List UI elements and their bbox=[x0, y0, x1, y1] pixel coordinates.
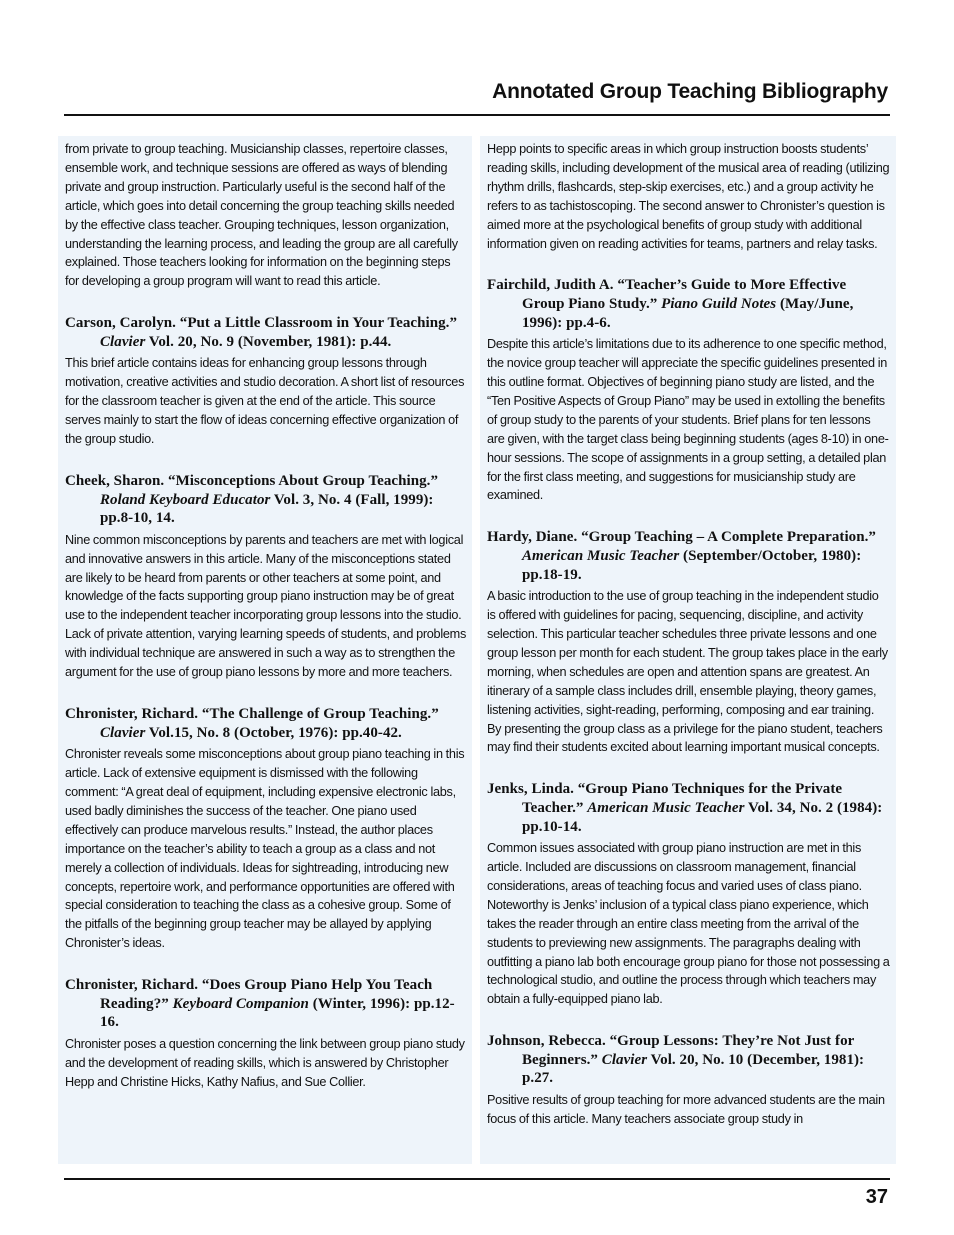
publication-details: Vol. 20, No. 9 (November, 1981): p.44. bbox=[148, 333, 392, 350]
publication-details: Vol.15, No. 8 (October, 1976): pp.40-42. bbox=[148, 724, 402, 741]
author: Johnson, Rebecca. bbox=[487, 1033, 606, 1050]
journal-name: Piano Guild Notes bbox=[661, 296, 777, 313]
bibliography-entry bbox=[65, 705, 466, 953]
author: Chronister, Richard. bbox=[65, 977, 199, 994]
publication-details: (May/June, 1996): pp.4-6. bbox=[522, 296, 854, 331]
page-footer bbox=[64, 1178, 890, 1208]
publication-details: Vol. 3, No. 4 (Fall, 1999): pp.8-10, 14. bbox=[100, 491, 434, 527]
journal-name: Clavier bbox=[601, 1051, 648, 1068]
bibliography-entry bbox=[487, 1032, 890, 1129]
citation bbox=[487, 276, 890, 332]
article-title: “Teacher’s Guide to More Effective Group Piano Study.” bbox=[522, 277, 847, 313]
journal-name: Clavier bbox=[100, 724, 146, 741]
article-title: “Group Teaching – A Complete Preparation.” bbox=[581, 529, 876, 546]
citation bbox=[65, 314, 466, 351]
bibliography-entry bbox=[65, 314, 466, 449]
bibliography-entry bbox=[65, 472, 466, 682]
journal-name: Clavier bbox=[100, 333, 146, 350]
citation bbox=[487, 1032, 890, 1088]
annotation-text: Chronister poses a question concerning the link between group piano study and the development of reading skills, which is answered by Christopher Hepp and Christine Hicks, Kathy Nafius, and Sue Collier. bbox=[65, 1036, 465, 1089]
publication-details: (September/October, 1980): pp.18-19. bbox=[522, 547, 862, 583]
journal-name: Keyboard Companion bbox=[172, 995, 309, 1012]
article-title: “Put a Little Classroom in Your Teaching.” bbox=[179, 315, 458, 332]
annotation-text: A basic introduction to the use of group teaching in the independent studio is offered with guidelines for pacing, sequencing, discipline, and activity selection. This particular teacher schedules three private lessons and one group lesson per month for each student. The group takes place in the early morning, when schedules are open and attention spans are greatest. An itinerary of a sample class includes drill, ensemble playing, theory games, listening activities, sight-reading, performing, composing and ear training. By presenting the group class as a privilege for the piano student, teachers may find their students excited about learning important musical concepts. bbox=[487, 589, 888, 755]
author: Cheek, Sharon. bbox=[65, 472, 165, 489]
journal-name: American Music Teacher bbox=[587, 799, 745, 816]
citation bbox=[65, 705, 466, 742]
article-title: “The Challenge of Group Teaching.” bbox=[201, 706, 439, 722]
continued-annotation bbox=[65, 140, 466, 291]
annotation-text: Despite this article’s limitations due to its adherence to one specific method, the novice group teacher will appreciate the specific guidelines presented in this outline format. Objectives of beginning piano study are listed, and the “Ten Positive Aspects of Group Piano” may be used in extolling the benefits of group study to the parents of your students. Brief plans for ten lessons are given, with the target class being beginning students (ages 8-10) in one-hour sessions. The scope of assignments in a group setting, a detailed plan for the first class meeting, and suggestions for musicianship study are examined. bbox=[487, 337, 889, 503]
journal-name: Roland Keyboard Educator bbox=[100, 491, 271, 508]
article-title: “Group Piano Techniques for the Private Teacher.” bbox=[522, 781, 843, 816]
annotation-text: from private to group teaching. Musicianship classes, repertoire classes, ensemble work, and technique sessions are offered as ways of blending private and group instruction. Particularly useful is the second half of the article, which goes into detail concerning the group teaching skills needed by the effective class teacher. Grouping techniques, lesson organization, understanding the learning process, and leading the group are all carefully explained. Those teachers looking for information on the beginning steps for developing a group program will want to read this article. bbox=[65, 142, 458, 289]
bibliography-entry bbox=[487, 276, 890, 505]
article-title: “Does Group Piano Help You Teach Reading?” bbox=[100, 977, 433, 1012]
author: Carson, Carolyn. bbox=[65, 315, 176, 332]
annotation-text: This brief article contains ideas for enhancing group lessons through motivation, creative activities and studio decoration. A short list of resources for the classroom teacher is given at the end of the article. This source serves mainly to start the flow of ideas concerning effective organization of the group studio. bbox=[65, 356, 465, 447]
publication-details: Vol. 20, No. 10 (December, 1981): p.27. bbox=[522, 1051, 865, 1087]
page-title: Annotated Group Teaching Bibliography bbox=[492, 80, 888, 103]
right-column bbox=[480, 136, 896, 1164]
author: Chronister, Richard. bbox=[65, 706, 199, 722]
page-number: 37 bbox=[865, 1186, 888, 1208]
annotation-text: Common issues associated with group piano instruction are met in this article. Included are discussions on classroom management, financial considerations, areas of teaching focus and varied uses of class piano. Noteworthy is Jenks’ inclusion of a typical class piano experience, which takes the reader through an entire class meeting from the arrival of the students to previewing new assignments. The paragraphs dealing with outfitting a piano lab both encourage group piano for those not possessing a technological studio, and outline the process through which teachers may obtain a fully-equipped piano lab. bbox=[487, 841, 890, 1007]
citation bbox=[65, 472, 466, 528]
citation bbox=[65, 976, 466, 1032]
publication-details: Vol. 34, No. 2 (1984): pp.10-14. bbox=[522, 799, 883, 835]
article-title: “Group Lessons: They’re Not Just for Beginners.” bbox=[522, 1033, 855, 1068]
annotation-text: Hepp points to specific areas in which group instruction boosts students’ reading skills, including development of the musical area of reading (utilizing rhythm drills, flashcards, step-skip exercises, etc.) and a group activity he refers to as tachistoscoping. The second answer to Chronister’s question is aimed more at the psychological benefits of group study with additional information given on reading activities for teams, partners and relay tasks. bbox=[487, 142, 890, 251]
annotation-text: Positive results of group teaching for more advanced students are the main focus of this article. Many teachers associate group study in bbox=[487, 1093, 885, 1126]
journal-name: American Music Teacher bbox=[522, 547, 680, 564]
annotation-text: Chronister reveals some misconceptions about group piano teaching in this article. Lack of extensive equipment is dismissed with the following comment: “A great deal of equipment, including expensive electronic labs, used badly diminishes the success of the teacher. One piano used effectively can produce marvelous results.” Instead, the author places importance on the teacher’s ability to teach a group as a class and not merely a collection of individuals. Ideas for sightreading, introducing new concepts, repertoire work, and performance opportunities are offered with special consideration to teaching the class as a cohesive group. Some of the pitfalls of the beginning group teacher may be allayed by applying Chronister’s ideas. bbox=[65, 747, 465, 951]
citation bbox=[487, 528, 890, 584]
page-header bbox=[64, 80, 890, 116]
bibliography-entry bbox=[65, 976, 466, 1092]
annotation-text: Nine common misconceptions by parents and teachers are met with logical and innovative answers in this article. Many of the misconceptions stated are likely to be heard from parents or other teachers at some point, and knowledge of the facts supporting group piano instruction may be of great use to the independent teacher incorporating group lessons into the studio. Lack of private attention, varying learning speeds of students, and problems with individual technique are answered in such a way as to strengthen the argument for the use of group piano lessons by more and more teachers. bbox=[65, 532, 467, 680]
author: Jenks, Linda. bbox=[487, 781, 574, 798]
publication-details: (Winter, 1996): pp.12-16. bbox=[100, 995, 455, 1031]
bibliography-entry bbox=[487, 528, 890, 757]
author: Hardy, Diane. bbox=[487, 529, 578, 546]
article-title: “Misconceptions About Group Teaching.” bbox=[168, 472, 439, 489]
citation bbox=[487, 780, 890, 836]
continued-annotation bbox=[487, 140, 890, 253]
left-column bbox=[58, 136, 472, 1164]
bibliography-entry bbox=[487, 780, 890, 1009]
author: Fairchild, Judith A. bbox=[487, 277, 614, 294]
